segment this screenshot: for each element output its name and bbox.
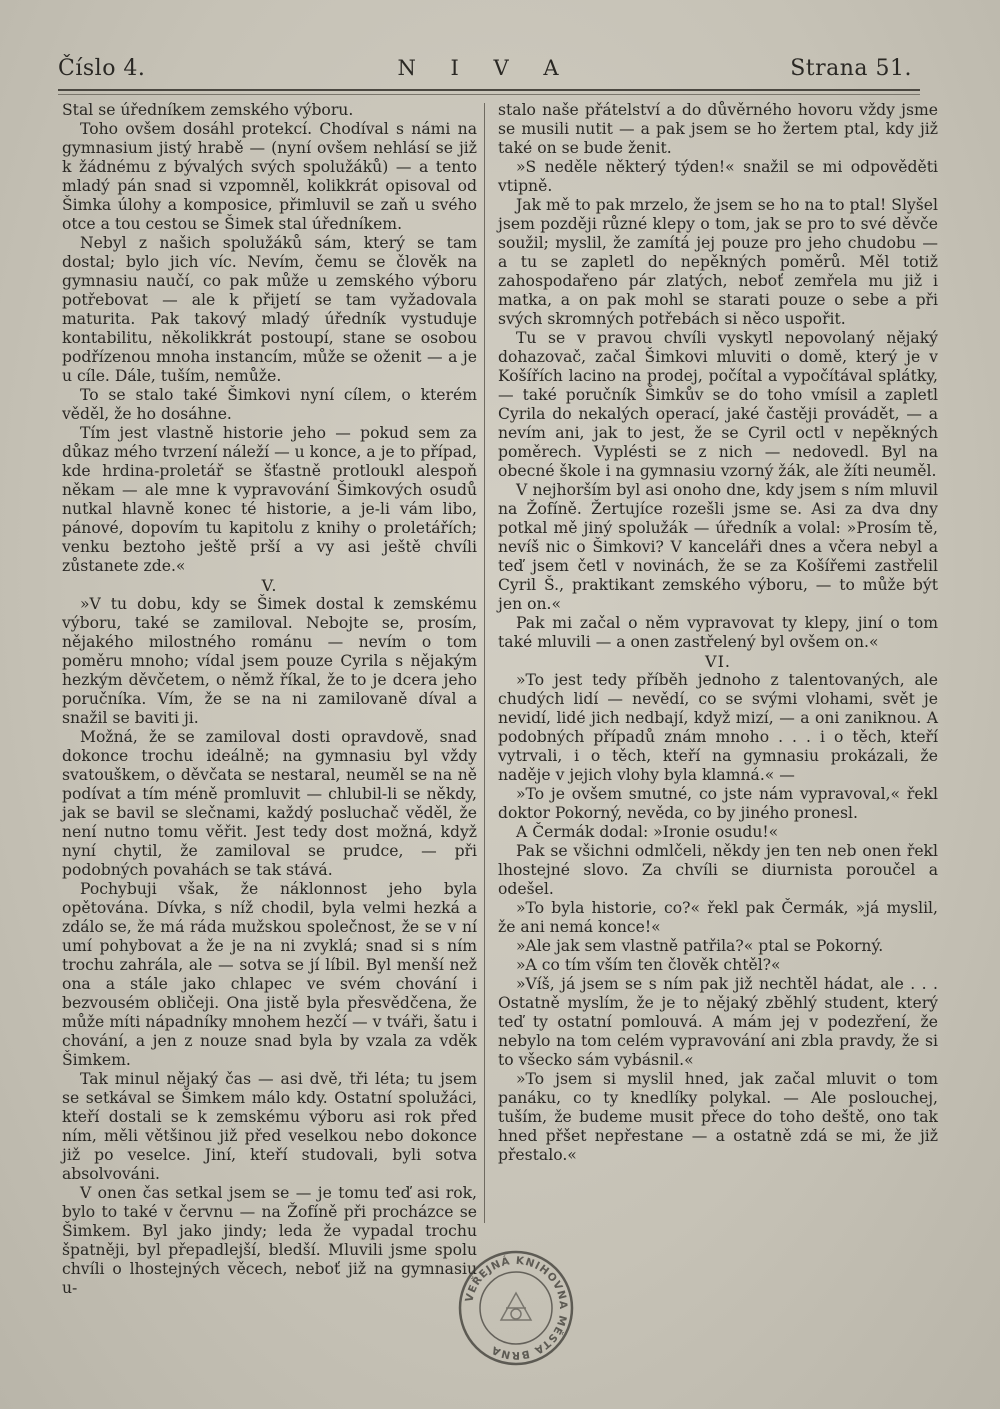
- paragraph: »To jest tedy příběh jednoho z talentovaných, ale chudých lidí — nevědí, co se svými vlohami, svět je nevidí, lidé jich nedbají, když mizí, — a oni zaniknou. A podobných případů znám mnoho . . . i o těch, kteří vytrvali, i o těch, kteří na gymnasiu prokázali, že naděje v jejich vlohy byla klamná.« —: [498, 671, 938, 784]
- paragraph: Tím jest vlastně historie jeho — pokud sem za důkaz mého tvrzení náleží — u konce, a je to případ, kde hrdina-proletář se šťastně protloukl alespoň někam — ale mne k vypravování Šimkových osudů nutkal hlavně konec té historie, a je-li vám libo, pánové, dopovím tu kapitolu z knihy o proletářích; venku beztoho ještě prší a vy asi ještě chvíli zůstanete zde.«: [62, 424, 477, 575]
- paragraph: Nebyl z našich spolužáků sám, který se tam dostal; bylo jich víc. Nevím, čemu se člověk na gymnasiu naučí, co pak může u zemského výboru potřebovat — ale k přijetí se tam vyžadovala maturita. Pak takový mladý úředník vystuduje kontabilitu, několikkrát postoupí, stane se osobou podřízenou mnoha instancím, může se oženit — a je u cíle. Dále, tuším, nemůže.: [62, 234, 477, 385]
- section-heading-v: V.: [261, 576, 278, 595]
- stamp-text: VEŘEJNÁ KNIHOVNA MĚSTA BRNA: [463, 1254, 570, 1362]
- header-rule-thin: [58, 94, 920, 95]
- left-column: [62, 101, 477, 1298]
- paragraph: Toho ovšem dosáhl protekcí. Chodíval s námi na gymnasium jistý hrabě — (nyní ovšem nehlásí se již k žádnému z bývalých svých spolužáků) — a tento mladý pán snad si vzpomněl, kolikkrát opisoval od Šimka úlohy a komposice, přimluvil se zaň u svého otce a tou cestou se Šimek stal úředníkem.: [62, 120, 477, 233]
- paragraph: Tak minul nějaký čas — asi dvě, tři léta; tu jsem se setkával se Šimkem málo kdy. Ostatní spolužáci, kteří dostali se k zemskému výboru asi rok před ním, měli většinou již před veselkou nebo dokonce již po veselce. Jiní, kteří studovali, byli sotva absolvováni.: [62, 1070, 477, 1183]
- paragraph: V nejhorším byl asi onoho dne, kdy jsem s ním mluvil na Žofíně. Žertujíce rozešli jsme se. Asi za dva dny potkal mě jiný spolužák — úředník a volal: »Prosím tě, nevíš nic o Šimkovi? V kanceláři dnes a včera nebyl a teď jsem četl v novinách, že se za Košířemi zastřelil Cyril Š., praktikant zemského výboru, — to může být jen on.«: [498, 481, 938, 613]
- paragraph: To se stalo také Šimkovi nyní cílem, o kterém věděl, že ho dosáhne.: [62, 386, 477, 423]
- column-divider: [484, 103, 485, 1223]
- publication-title: N I V A: [397, 56, 573, 80]
- library-stamp: [456, 1248, 576, 1368]
- paragraph: V onen čas setkal jsem se — je tomu teď asi rok, bylo to také v červnu — na Žofíně při procházce se Šimkem. Byl jako jindy; leda že vypadal trochu špatněji, byl přepadlejší, bledší. Mluvili jsme spolu chvíli o lhostejných věcech, neboť již na gymnasiu u-: [62, 1184, 477, 1297]
- paragraph: Tu se v pravou chvíli vyskytl nepovolaný nějaký dohazovač, začal Šimkovi mluviti o domě, který je v Košířích lacino na prodej, počítal a vypočítával splátky, — také poručník Šimkův se do toho vmísil a zapletl Cyrila do nekalých operací, jaké častěji provádět, — a nevím ani, jak to jest, že se Cyril octl v nepěkných poměrech. Vyplésti se z nich — nedovedl. Byl na obecné škole i na gymnasiu vzorný žák, ale žíti neuměl.: [498, 329, 938, 480]
- right-column: [498, 101, 938, 1165]
- paragraph: stalo naše přátelství a do důvěrného hovoru vždy jsme se musili nutit — a pak jsem se ho žertem ptal, kdy již také on se bude ženit.: [498, 101, 938, 157]
- paragraph: Pak mi začal o něm vypravovat ty klepy, jiní o tom také mluvili — a onen zastřelený byl ovšem on.«: [498, 614, 938, 651]
- paragraph: »S neděle některý týden!« snažil se mi odpověděti vtipně.: [498, 158, 938, 195]
- paragraph: »To je ovšem smutné, co jste nám vypravoval,« řekl doktor Pokorný, nevěda, co by jiného pronesl.: [498, 785, 938, 822]
- page-number: Strana 51.: [790, 56, 912, 81]
- paragraph: Pochybuji však, že náklonnost jeho byla opětována. Dívka, s níž chodil, byla velmi hezká a zdálo se, že má ráda mužskou společnost, že se v ní umí pohybovat a že je na ni zvyklá; snad si s ním trochu zahrála, ale — sotva se jí líbil. Byl menší než ona a stále jako chlapec ve svém chování i bezvousém obličeji. Ona jistě byla přesvědčena, že může míti nápadníky mnohem hezčí — v tváři, šatu i chování, a jen z nouze snad byla by vzala za vděk Šimkem.: [62, 880, 477, 1069]
- paragraph: »To jsem si myslil hned, jak začal mluvit o tom panáku, co ty knedlíky polykal. — Ale poslouchej, tuším, že budeme musit přece do toho deště, ono tak hned přšet nepřestane — a ostatně zdá se mi, že již přestalo.«: [498, 1070, 938, 1164]
- issue-number: Číslo 4.: [58, 56, 146, 81]
- section-heading-vi: VI.: [705, 652, 731, 671]
- paragraph: Pak se všichni odmlčeli, někdy jen ten neb onen řekl lhostejné slovo. Za chvíli se diurnista poroučel a odešel.: [498, 842, 938, 898]
- paragraph: Možná, že se zamiloval dosti opravdově, snad dokonce trochu ideálně; na gymnasiu byl vždy svatouškem, o děvčata se nestaral, neuměl se na ně podívat a tím méně promluvit — chlubil-li se někdy, jak se bavil se slečnami, každý posluchač věděl, že není nutno tomu věřit. Jest tedy dost možná, když nyní chytil, že zamiloval se prudce, — při podobných povahách se tak stává.: [62, 728, 477, 879]
- paragraph: Stal se úředníkem zemského výboru.: [62, 101, 354, 119]
- header-rule: [58, 89, 920, 91]
- paragraph: »Víš, já jsem se s ním pak již nechtěl hádat, ale . . . Ostatně myslím, že je to nějaký zběhlý student, který teď ty ostatní pomlouvá. A mám jej v podezření, že nebylo na tom celém vypravování ani zbla pravdy, že si to všecko sám vybásnil.«: [498, 975, 938, 1069]
- paragraph: »Ale jak sem vlastně patřila?« ptal se Pokorný.: [516, 937, 884, 955]
- paragraph: »To byla historie, co?« řekl pak Čermák, »já myslil, že ani nemá konce!«: [498, 899, 938, 936]
- paragraph: Jak mě to pak mrzelo, že jsem se ho na to ptal! Slyšel jsem později různé klepy o tom, jak se pro to své děvče soužil; myslil, že zamítá jej pouze pro jeho chudobu — a tu se zapletl do nepěkných poměrů. Měl totiž zahospodařeno pár zlatých, neboť zemřela mu již i matka, a on pak mohl se starati pouze o sebe a při svých skromných potřebách si něco uspořit.: [498, 196, 938, 328]
- paragraph: »V tu dobu, kdy se Šimek dostal k zemskému výboru, také se zamiloval. Nebojte se, prosím, nějakého milostného románu — nevím o tom poměru mnoho; vídal jsem pouze Cyrila s nějakým hezkým děvčetem, o němž říkal, že to je dcera jeho poručníka. Vím, že se na ni zamilovaně díval a snažil se baviti ji.: [62, 595, 477, 727]
- paragraph: A Čermák dodal: »Ironie osudu!«: [516, 823, 779, 841]
- paragraph: »A co tím vším ten člověk chtěl?«: [516, 956, 781, 974]
